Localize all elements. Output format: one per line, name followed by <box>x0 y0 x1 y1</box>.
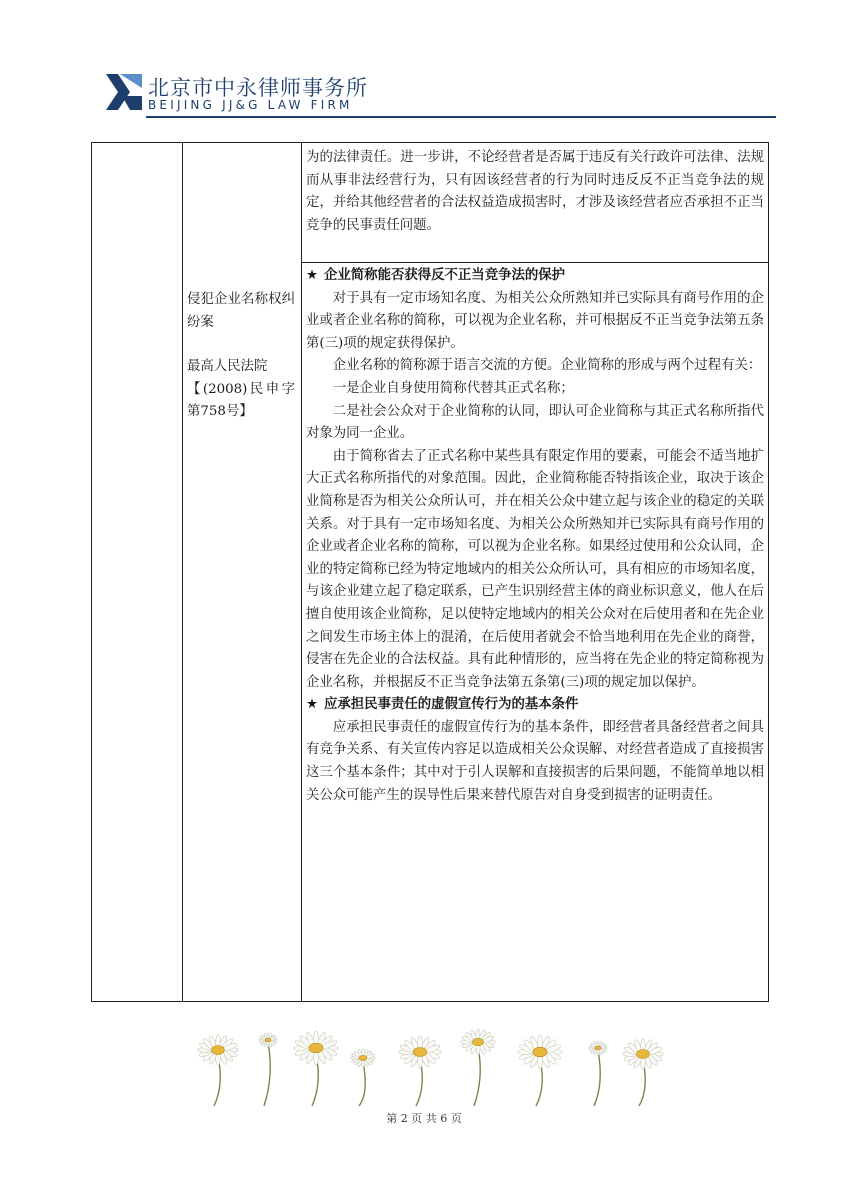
flower-group <box>198 1029 664 1106</box>
letterhead <box>106 70 776 122</box>
section-heading: ★ 企业简称能否获得反不正当竞争法的保护 <box>306 268 566 283</box>
jj-g-logo-icon <box>106 74 142 110</box>
section-paragraph: 对于具有一定市场知名度、为相关公众所熟知并已实际具有商号作用的企业或者企业名称的简称，可以视为企业名称，并可根据反不正当竞争法第五条第(三)项的规定获得保护。 <box>306 290 764 351</box>
firm-name-en: BEIJING JJ&G LAW FIRM <box>148 98 353 112</box>
firm-name-cn: 北京市中永律师事务所 <box>148 76 368 100</box>
court-name: 最高人民法院 <box>187 359 268 375</box>
case-title: 侵犯企业名称权纠纷案 <box>187 292 295 330</box>
previous-case-paragraph: 为的法律责任。进一步讲，不论经营者是否属于违反有关行政许可法律、法规而从事非法经营行为，只有因该经营者的行为同时违反反不正当竞争法的规定，并给其他经营者的合法权益造成损害时，才涉及该经营者应否承担不正当竞争的民事责任问题。 <box>306 150 764 233</box>
section-paragraph: 应承担民事责任的虚假宣传行为的基本条件，即经营者具备经营者之间具有竞争关系、有关宣传内容足以造成相关公众误解、对经营者造成了直接损害这三个基本条件；其中对于引人误解和直接损害的后果问题，不能简单地以相关公众可能产生的误导性后果来替代原告对自身受到损害的证明责任。 <box>306 719 764 803</box>
section-paragraph: 企业名称的简称源于语言交流的方便。企业简称的形成与两个过程有关： <box>332 358 762 374</box>
star-icon: ★ <box>306 268 319 283</box>
header-divider <box>146 116 776 118</box>
star-icon: ★ <box>306 697 319 713</box>
section-paragraph: 由于简称省去了正式名称中某些具有限定作用的要素，可能会不适当地扩大正式名称所指代的对象范围。因此，企业简称能否特指该企业，取决于该企业简称是否为相关公众所认可，并在相关公众中建立起与该企业的稳定的关联关系。对于具有一定市场知名度、为相关公众所熟知并已实际具有商号作用的企业或者企业名称的简称，可以视为企业名称。如果经过使用和公众认同，企业的特定简称已经为特定地域内的相关公众所认可，具有相应的市场知名度，与该企业建立起了稳定联系，已产生识别经营主体的商业标识意义，他人在后擅自使用该企业简称，足以使特定地域内的相关公众对在后使用者和在先企业之间发生市场主体上的混淆，在后使用者就会不恰当地利用在先企业的商誉，侵害在先企业的合法权益。具有此种情形的，应当将在先企业的特定简称视为企业名称，并根据反不正当竞争法第五条第(三)项的规定加以保护。 <box>306 448 764 690</box>
section-paragraph: 一是企业自身使用简称代替其正式名称； <box>332 380 574 396</box>
column-divider <box>301 143 302 1001</box>
column-divider <box>182 143 183 1001</box>
previous-case-text-cell <box>306 147 764 237</box>
row-divider <box>301 262 768 263</box>
section-paragraph: 二是社会公众对于企业简称的认同，即认可企业简称与其正式名称所指代对象为同一企业。 <box>306 403 764 442</box>
page-number: 第 2 页 共 6 页 <box>386 1112 462 1125</box>
chamomile-flower-icon <box>188 1018 668 1108</box>
case-info-cell <box>187 289 295 424</box>
case-table <box>91 142 769 1002</box>
case-number: 【(2008)民申字第758号】 <box>187 381 295 420</box>
case-summary-cell <box>306 265 764 807</box>
section-heading: ★ 应承担民事责任的虚假宣传行为的基本条件 <box>306 697 579 713</box>
